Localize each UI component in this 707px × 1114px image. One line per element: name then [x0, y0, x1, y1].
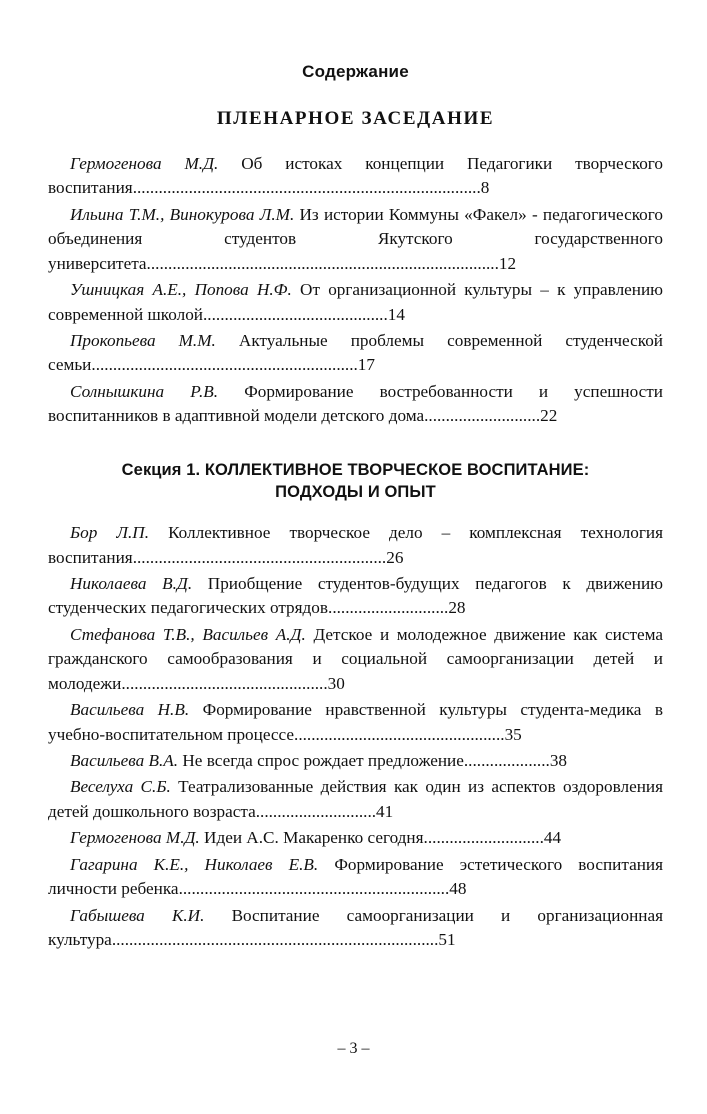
list-item[interactable]	[48, 203, 663, 276]
list-item[interactable]	[48, 749, 663, 773]
entry-author: Васильева Н.В.	[70, 700, 190, 720]
entry-title: Идеи А.С. Макаренко сегодня	[204, 828, 424, 848]
entry-leader: .................................................................................	[132, 178, 481, 198]
entry-page: 51	[438, 929, 456, 949]
list-item[interactable]	[48, 904, 663, 953]
toc-list-plenary	[48, 152, 663, 429]
entry-leader: ..................................................................................	[146, 253, 499, 273]
section-heading-line2: ПОДХОДЫ И ОПЫТ	[275, 482, 436, 501]
entry-title: Формирование нравственной культуры студента-медика в учебно-воспитательном процессе	[48, 700, 663, 744]
entry-title: Из истории Коммуны «Факел» - педагогического объединения студентов Якутского государственного университета	[48, 204, 663, 273]
entry-page: 48	[449, 879, 467, 899]
entry-title: От организационной культуры – к управлению современной школой	[48, 280, 664, 324]
entry-author: Веселуха С.Б.	[70, 777, 171, 797]
entry-page: 41	[376, 801, 394, 821]
entry-title: Об истоках концепции Педагогики творческого воспитания	[48, 154, 663, 198]
entry-leader: ............................................................................	[111, 929, 439, 949]
entry-title: Коллективное творческое дело – комплексная технология воспитания	[48, 523, 663, 567]
entry-page: 26	[386, 547, 404, 567]
entry-leader: ...........................	[424, 406, 541, 426]
list-item[interactable]	[48, 152, 663, 201]
entry-author: Гермогенова М.Д.	[70, 154, 219, 173]
page-folio: – 3 –	[337, 1040, 370, 1057]
entry-title: Формирование эстетического воспитания личности ребенка	[48, 854, 663, 899]
entry-page: 14	[387, 304, 405, 324]
entry-page: 8	[480, 178, 490, 198]
entry-author: Ушницкая А.Е., Попова Н.Ф.	[70, 280, 292, 300]
list-item[interactable]	[48, 698, 663, 747]
list-item[interactable]	[48, 775, 663, 824]
entry-page: 38	[549, 750, 567, 770]
entry-leader: ................................................	[121, 673, 328, 693]
entry-page: 30	[327, 673, 345, 693]
entry-leader: .................................................	[294, 724, 505, 744]
entry-author: Гермогенова М.Д.	[70, 828, 200, 848]
entry-author: Стефанова Т.В., Васильев А.Д.	[70, 624, 306, 644]
section-heading-line1: Секция 1. КОЛЛЕКТИВНОЕ ТВОРЧЕСКОЕ ВОСПИТАНИЕ:	[121, 460, 590, 479]
list-item[interactable]	[48, 623, 663, 696]
list-item[interactable]	[48, 572, 663, 621]
entry-author: Ильина Т.М., Винокурова Л.М.	[70, 204, 295, 224]
section-heading-plenary: ПЛЕНАРНОЕ ЗАСЕДАНИЕ	[216, 108, 495, 129]
entry-title: Приобщение студентов-будущих педагогов к движению студенческих педагогических отрядов	[48, 574, 664, 618]
entry-leader: ............................	[328, 598, 449, 618]
entry-leader: ..............................................................	[91, 355, 358, 375]
entry-author: Васильева В.А.	[70, 750, 179, 770]
entry-author: Бор Л.П.	[70, 523, 150, 543]
entry-title: Актуальные проблемы современной студенческой семьи	[48, 330, 664, 375]
entry-title: Воспитание самоорганизации и организационная культура	[48, 905, 664, 949]
list-item[interactable]	[48, 329, 663, 378]
entry-author: Гагарина К.Е., Николаев Е.В.	[70, 854, 319, 874]
list-item[interactable]	[48, 380, 663, 429]
entry-page: 28	[448, 598, 466, 618]
list-item[interactable]	[48, 853, 663, 902]
entry-leader: ...........................................	[203, 304, 388, 324]
entry-author: Солнышкина Р.В.	[70, 381, 219, 401]
entry-author: Николаева В.Д.	[70, 574, 193, 594]
entry-title: Театрализованные действия как один из аспектов оздоровления детей дошкольного возраста	[48, 777, 664, 821]
entry-author: Прокопьева М.М.	[70, 330, 216, 350]
entry-leader: ...........................................................	[132, 547, 387, 567]
toc-list-section1	[48, 521, 663, 952]
entry-page: 22	[540, 406, 558, 426]
entry-page: 35	[504, 724, 522, 744]
entry-title: Не всегда спрос рождает предложение	[182, 750, 464, 770]
entry-leader: ............................	[423, 828, 544, 848]
list-item[interactable]	[48, 826, 663, 850]
entry-page: 12	[498, 253, 517, 273]
list-item[interactable]	[48, 521, 663, 570]
entry-title: Формирование востребованности и успешности воспитанников в адаптивной модели детского дома	[48, 381, 663, 426]
entry-leader: ...............................................................	[178, 879, 450, 899]
entry-author: Габышева К.И.	[70, 905, 205, 925]
entry-leader: ....................	[463, 750, 550, 770]
entry-page: 17	[357, 355, 375, 375]
list-item[interactable]	[48, 278, 663, 327]
entry-title: Детское и молодежное движение как система гражданского самообразования и социальной самоорганизации детей и молодежи	[48, 624, 663, 693]
entry-leader: ............................	[255, 801, 377, 821]
entry-page: 44	[543, 828, 562, 848]
section-heading-section1	[48, 459, 663, 504]
page-title: Содержание	[302, 62, 409, 81]
